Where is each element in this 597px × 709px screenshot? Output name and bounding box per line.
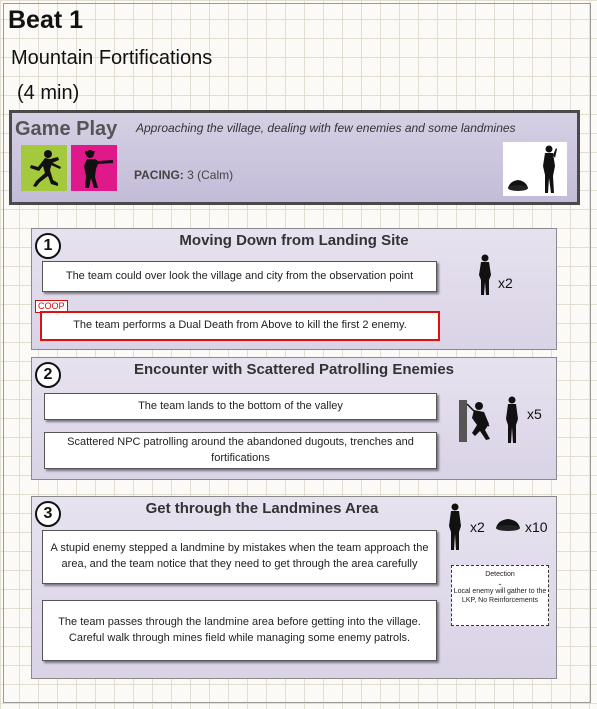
detection-note — [451, 565, 549, 626]
jumping-soldier-icon — [21, 145, 67, 191]
task-box: A stupid enemy stepped a landmine by mistakes when the team approach the area, and the team notice that they need to get through the area carefully — [42, 530, 437, 584]
pacing-label: PACING: — [134, 168, 184, 182]
beat-subtitle: Mountain Fortifications — [11, 47, 213, 69]
gameplay-label: Game Play — [15, 118, 118, 140]
enemy-count: x2 — [470, 519, 485, 535]
task-box: The team passes through the landmine area before getting into the village. Careful walk through mines field while managing some enemy patrols. — [42, 600, 437, 661]
detection-note-body: Local enemy will gather to the LKP, No Reinforcements — [453, 587, 547, 604]
landmine-icon — [494, 515, 522, 533]
aiming-soldier-icon — [71, 145, 117, 191]
coop-task-box: The team performs a Dual Death from Above to kill the first 2 enemy. — [40, 311, 440, 341]
coop-tag: COOP — [35, 300, 68, 313]
enemy-count: x5 — [527, 406, 542, 422]
task-box: Scattered NPC patrolling around the abandoned dugouts, trenches and fortifications — [44, 432, 437, 469]
detection-note-separator: - — [498, 578, 502, 589]
detection-note-title: Detection — [485, 571, 515, 578]
beat-section-title: Encounter with Scattered Patrolling Enemies — [133, 361, 455, 378]
pacing-indicator — [134, 168, 233, 182]
beat-number: 1 — [35, 233, 61, 259]
enemy-soldier-icon — [503, 396, 521, 444]
enemy-count: x2 — [498, 275, 513, 291]
task-box: The team could over look the village and city from the observation point — [42, 261, 437, 292]
beat-section-title: Get through the Landmines Area — [145, 500, 379, 517]
beat-section-2 — [31, 357, 557, 480]
enemy-soldier-icon — [446, 503, 464, 551]
beat-duration: (4 min) — [17, 82, 80, 104]
rappelling-soldier-icon — [459, 396, 497, 444]
gameplay-panel — [9, 110, 580, 205]
beat-number: 3 — [35, 501, 61, 527]
landmine-count: x10 — [525, 519, 548, 535]
beat-section-title: Moving Down from Landing Site — [179, 232, 409, 249]
enemy-with-landmine-icon — [503, 142, 567, 196]
task-box: The team lands to the bottom of the valley — [44, 393, 437, 420]
beat-section-1 — [31, 228, 557, 350]
gameplay-description: Approaching the village, dealing with few enemies and some landmines — [136, 121, 516, 135]
enemy-soldier-icon — [476, 254, 494, 296]
pacing-value: 3 (Calm) — [187, 168, 234, 182]
beat-title: Beat 1 — [8, 6, 84, 34]
beat-number: 2 — [35, 362, 61, 388]
